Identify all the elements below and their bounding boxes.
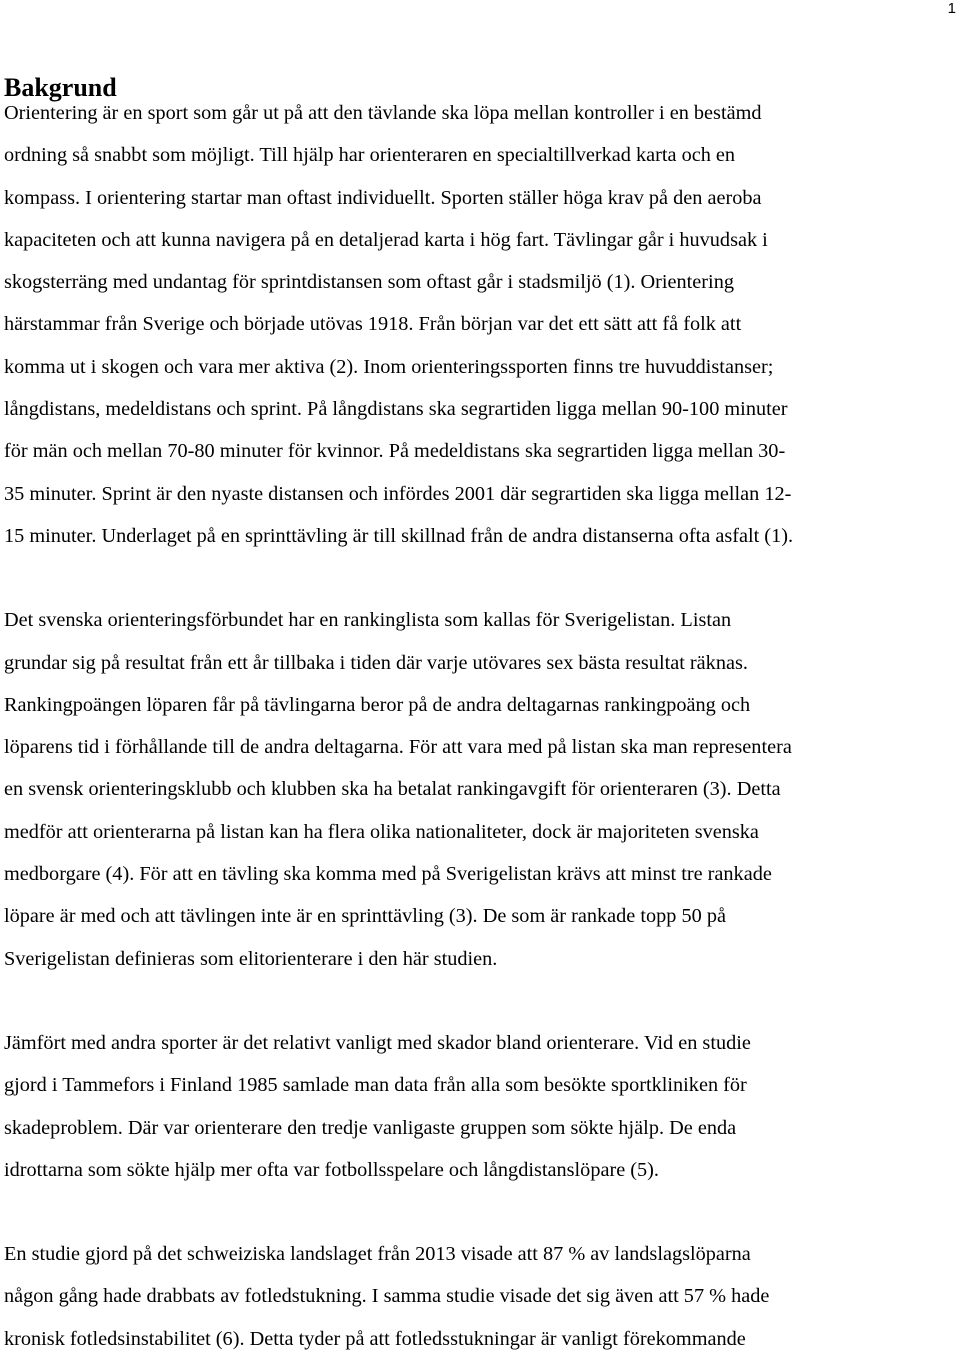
text-line: Rankingpoängen löparen får på tävlingarna beror på de andra deltagarnas rankingpoäng och bbox=[4, 693, 751, 716]
text-line: härstammar från Sverige och började utövas 1918. Från början var det ett sätt att få folk att bbox=[4, 313, 742, 336]
text-line: komma ut i skogen och vara mer aktiva (2). Inom orienteringssporten finns tre huvuddistanser; bbox=[4, 355, 774, 378]
text-line: idrottarna som sökte hjälp mer ofta var fotbollsspelare och långdistanslöpare (5). bbox=[4, 1158, 660, 1181]
text-line: ordning så snabbt som möjligt. Till hjälp har orienteraren en specialtillverkad karta och en bbox=[4, 144, 736, 167]
text-line: gjord i Tammefors i Finland 1985 samlade man data från alla som besökte sportkliniken för bbox=[4, 1074, 747, 1097]
text-line: en svensk orienteringsklubb och klubben ska ha betalat rankingavgift för orienteraren (3). Detta bbox=[4, 778, 781, 801]
paragraph-swiss-study bbox=[4, 1233, 956, 1360]
text-line: Det svenska orienteringsförbundet har en rankinglista som kallas för Sverigelistan. Listan bbox=[4, 609, 732, 632]
text-line: 35 minuter. Sprint är den nyaste distansen och infördes 2001 där segrartiden ska ligga mellan 12- bbox=[4, 482, 792, 505]
text-line: för män och mellan 70-80 minuter för kvinnor. På medeldistans ska segrartiden ligga mellan 30- bbox=[4, 440, 786, 463]
text-line: kronisk fotledsinstabilitet (6). Detta tyder på att fotledsstukningar är vanligt förekommande bbox=[4, 1327, 746, 1350]
text-line: skogsterräng med undantag för sprintdistansen som oftast går i stadsmiljö (1). Orientering bbox=[4, 271, 734, 294]
paragraph-gap bbox=[4, 1191, 956, 1233]
paragraph-background-intro bbox=[4, 92, 956, 557]
paragraph-gap bbox=[4, 557, 956, 599]
paragraph-injuries bbox=[4, 1022, 956, 1191]
text-line: Orientering är en sport som går ut på att den tävlande ska löpa mellan kontroller i en bestämd bbox=[4, 102, 762, 124]
text-line: någon gång hade drabbats av fotledstukning. I samma studie visade det sig även att 57 % hade bbox=[4, 1285, 770, 1308]
text-line: En studie gjord på det schweiziska landslaget från 2013 visade att 87 % av landslagslöparna bbox=[4, 1243, 751, 1266]
page-number: 1 bbox=[947, 0, 956, 17]
document-body bbox=[4, 72, 956, 1360]
text-line: 15 minuter. Underlaget på en sprinttävling är till skillnad från de andra distanserna ofta asfalt (1). bbox=[4, 524, 794, 547]
text-line: kompass. I orientering startar man oftast individuellt. Sporten ställer höga krav på den aeroba bbox=[4, 186, 762, 209]
text-line: medför att orienterarna på listan kan ha flera olika nationaliteter, dock är majoriteten svenska bbox=[4, 820, 759, 843]
text-line: medborgare (4). För att en tävling ska komma med på Sverigelistan krävs att minst tre rankade bbox=[4, 863, 772, 886]
text-line: Jämfört med andra sporter är det relativt vanligt med skador bland orienterare. Vid en studie bbox=[4, 1031, 751, 1054]
text-line: grundar sig på resultat från ett år tillbaka i tiden där varje utövares sex bästa resultat räknas. bbox=[4, 651, 748, 674]
text-line: Sverigelistan definieras som elitorienterare i den här studien. bbox=[4, 947, 498, 970]
text-line: löparens tid i förhållande till de andra deltagarna. För att vara med på listan ska man representera bbox=[4, 736, 792, 759]
text-line: löpare är med och att tävlingen inte är en sprinttävling (3). De som är rankade topp 50 på bbox=[4, 905, 726, 928]
text-line: långdistans, medeldistans och sprint. På långdistans ska segrartiden ligga mellan 90-100 minuter bbox=[4, 398, 788, 421]
text-line: kapaciteten och att kunna navigera på en detaljerad karta i hög fart. Tävlingar går i huvudsak i bbox=[4, 228, 768, 251]
paragraph-ranking bbox=[4, 599, 956, 980]
paragraph-gap bbox=[4, 980, 956, 1022]
section-heading: Bakgrund bbox=[4, 73, 117, 102]
text-line: skadeproblem. Där var orienterare den tredje vanligaste gruppen som sökte hjälp. De enda bbox=[4, 1116, 737, 1139]
